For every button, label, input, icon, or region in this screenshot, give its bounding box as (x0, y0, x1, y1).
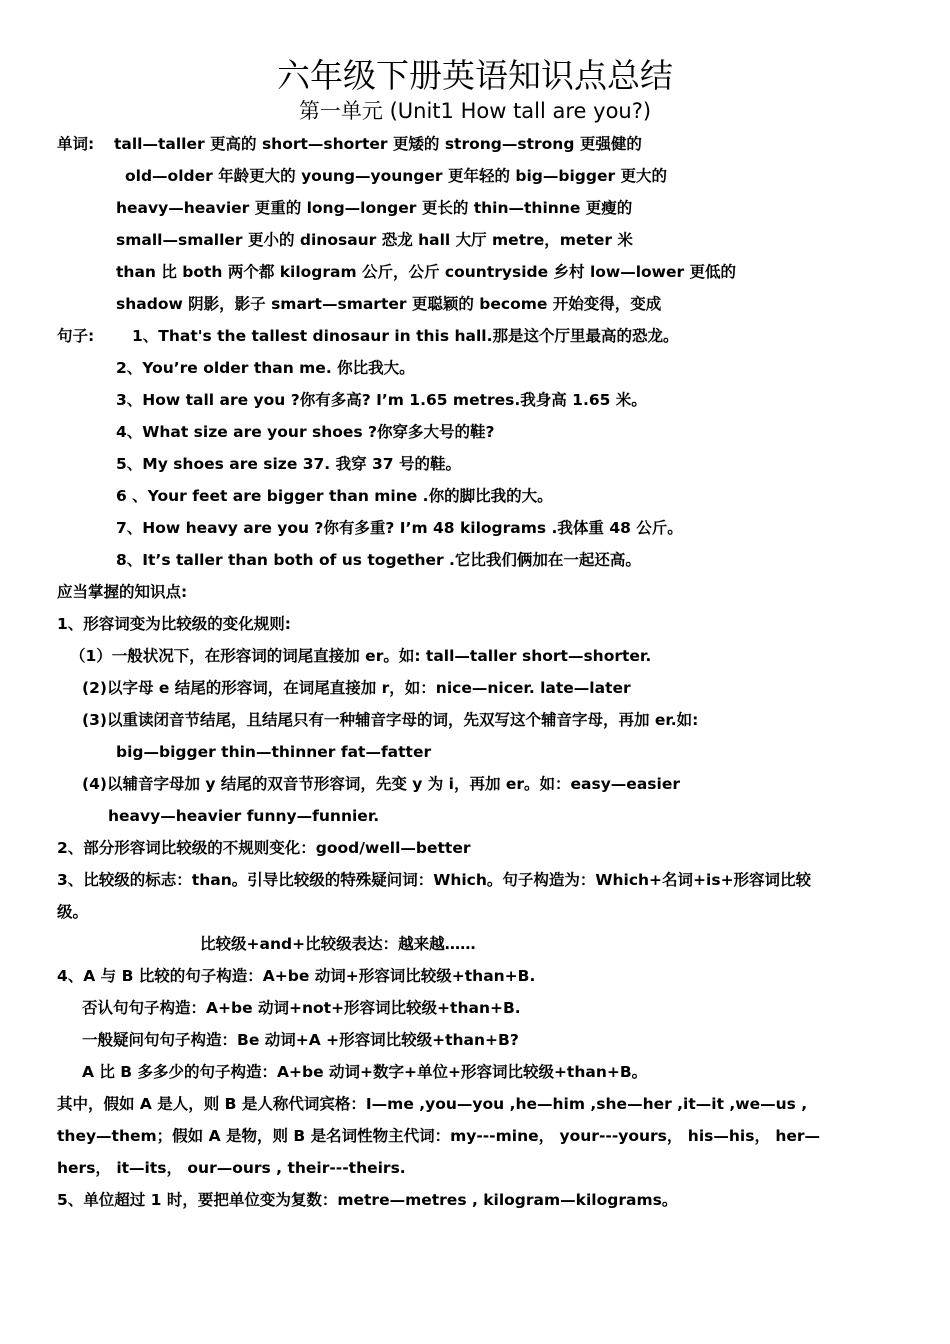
vocab-line: heavy—heavier 更重的 long—longer 更长的 thin—thinne 更瘦的 (116, 199, 633, 217)
point4-line: A 比 B 多多少的句子构造：A+be 动词+数字+单位+形容词比较级+than+B。 (82, 1063, 648, 1081)
vocab-line: small—smaller 更小的 dinosaur 恐龙 hall 大厅 metre，meter 米 (116, 231, 633, 249)
unit-subtitle: 第一单元 (Unit1 How tall are you?) (298, 99, 652, 123)
document-title: 六年级下册英语知识点总结 (277, 56, 673, 95)
pronoun-line: 其中，假如 A 是人，则 B 是人称代词宾格：I—me ,you—you ,he—him ,she—her ,it—it ,we—us , (57, 1095, 808, 1113)
point3-line: 比较级+and+比较级表达：越来越…… (200, 935, 476, 953)
point1-rule: (3)以重读闭音节结尾，且结尾只有一种辅音字母的词，先双写这个辅音字母，再加 er.如: (82, 711, 699, 729)
pronoun-line: hers， it—its， our—ours , their---theirs. (57, 1159, 406, 1177)
sentence-line: 8、It’s taller than both of us together .它比我们俩加在一起还高。 (116, 551, 641, 569)
point4-line: 否认句句子构造：A+be 动词+not+形容词比较级+than+B. (82, 999, 521, 1017)
knowledge-heading: 应当掌握的知识点: (57, 583, 188, 601)
sentence-line: 1、That's the tallest dinosaur in this hall.那是这个厅里最高的恐龙。 (132, 327, 679, 345)
pronoun-line: they—them；假如 A 是物，则 B 是名词性物主代词：my---mine， your---yours， his—his， her— (57, 1127, 821, 1145)
vocab-line: shadow 阴影，影子 smart—smarter 更聪颖的 become 开始变得，变成 (116, 295, 662, 313)
vocab-line: than 比 both 两个都 kilogram 公斤，公斤 countryside 乡村 low—lower 更低的 (116, 263, 737, 281)
vocab-label: 单词: (57, 135, 95, 153)
point1-title: 1、形容词变为比较级的变化规则: (57, 615, 291, 633)
point1-example: big—bigger thin—thinner fat—fatter (116, 743, 432, 761)
sentence-line: 3、How tall are you ?你有多高? I’m 1.65 metres.我身高 1.65 米。 (116, 391, 647, 409)
point4-line: 4、A 与 B 比较的句子构造：A+be 动词+形容词比较级+than+B. (57, 967, 536, 985)
point1-example: heavy—heavier funny—funnier. (108, 807, 380, 825)
vocab-line: tall—taller 更高的 short—shorter 更矮的 strong—strong 更强健的 (114, 135, 642, 153)
point4-line: 一般疑问句句子构造：Be 动词+A +形容词比较级+than+B? (82, 1031, 519, 1049)
point1-rule: (4)以辅音字母加 y 结尾的双音节形容词，先变 y 为 i，再加 er。如：easy—easier (82, 775, 680, 793)
point3-line: 3、比较级的标志：than。引导比较级的特殊疑问词：Which。句子构造为：Which+名词+is+形容词比较 (57, 871, 812, 889)
point3-line: 级。 (57, 903, 89, 921)
point2: 2、部分形容词比较级的不规则变化：good/well—better (57, 839, 471, 857)
vocab-line: old—older 年龄更大的 young—younger 更年轻的 big—bigger 更大的 (125, 167, 668, 185)
point5: 5、单位超过 1 时，要把单位变为复数：metre—metres , kilogram—kilograms。 (57, 1191, 678, 1209)
sentence-line: 6 、Your feet are bigger than mine .你的脚比我的大。 (116, 487, 553, 505)
sentence-line: 4、What size are your shoes ?你穿多大号的鞋? (116, 423, 495, 441)
sentence-line: 7、How heavy are you ?你有多重? I’m 48 kilograms .我体重 48 公斤。 (116, 519, 683, 537)
point1-rule: (2)以字母 e 结尾的形容词，在词尾直接加 r，如：nice—nicer. late—later (82, 679, 631, 697)
sentence-line: 5、My shoes are size 37. 我穿 37 号的鞋。 (116, 455, 461, 473)
sentence-line: 2、You’re older than me. 你比我大。 (116, 359, 415, 377)
sentences-label: 句子: (57, 327, 95, 345)
point1-rule: （1）一般状况下，在形容词的词尾直接加 er。如: tall—taller short—shorter. (70, 647, 652, 665)
